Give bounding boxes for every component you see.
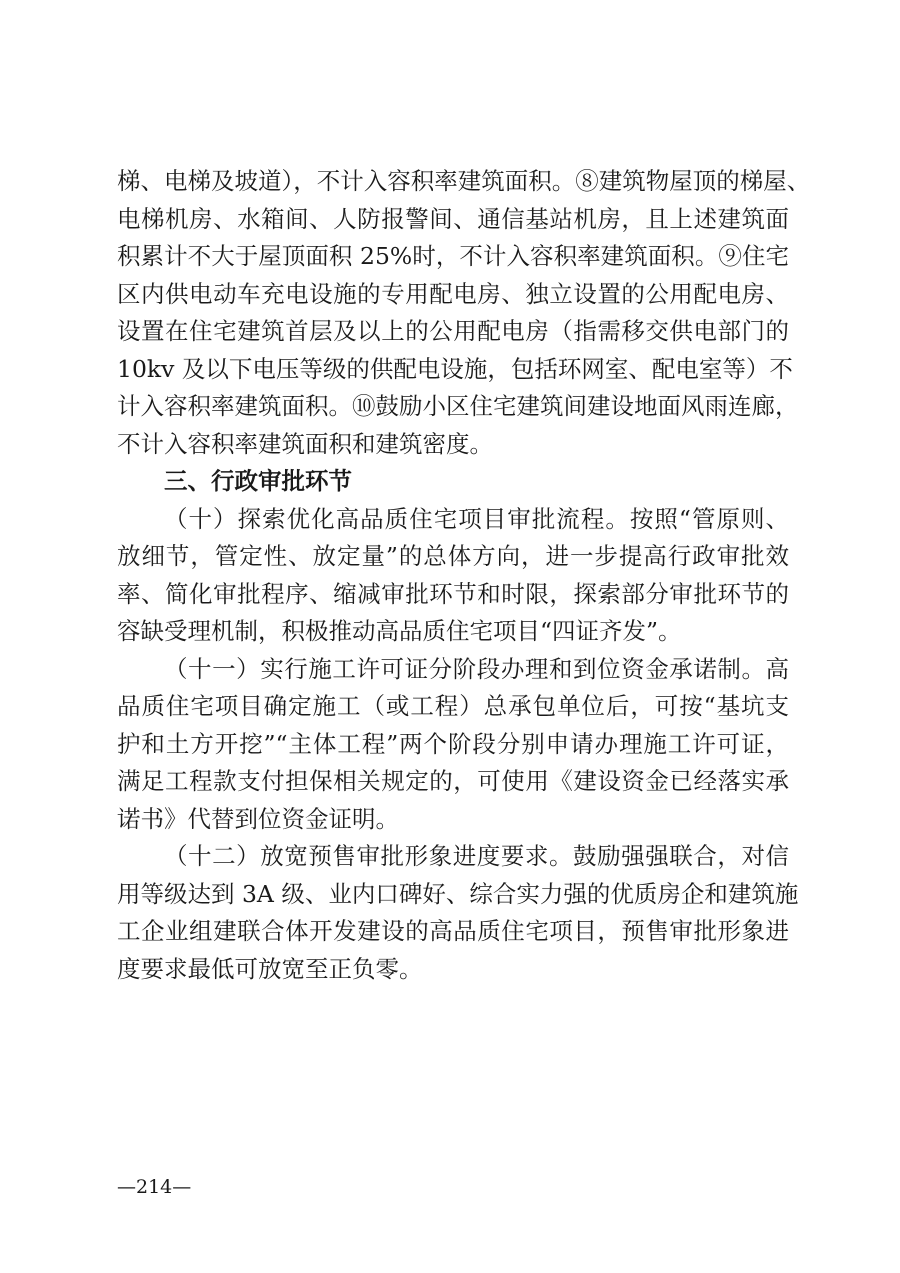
paragraph-12-line: 用等级达到 3A 级、业内口碑好、综合实力强的优质房企和建筑施 [117, 879, 799, 908]
paragraph-11-line: 满足工程款支付担保相关规定的，可使用《建设资金已经落实承 [117, 767, 789, 795]
paragraph-10-line: （十）探索优化高品质住宅项目审批流程。按照“管原则、 [164, 504, 789, 533]
paragraph-10-line: 率、简化审批程序、缩减审批环节和时限，探索部分审批环节的 [117, 579, 789, 608]
paragraph-12-line: （十二）放宽预售审批形象进度要求。鼓励强强联合，对信 [164, 842, 789, 870]
paragraph-12-line: 工企业组建联合体开发建设的高品质住宅项目，预售审批形象进 [117, 917, 789, 945]
paragraph-11-line: （十一）实行施工许可证分阶段办理和到位资金承诺制。高 [164, 654, 789, 683]
text-line: 电梯机房、水箱间、人防报警间、通信基站机房，且上述建筑面 [117, 204, 789, 233]
text-line: 10kv 及以下电压等级的供配电设施，包括环网室、配电室等）不 [117, 354, 793, 383]
paragraph-11-line: 护和土方开挖”“主体工程”两个阶段分别申请办理施工许可证， [117, 729, 789, 758]
page-number: —214— [117, 1176, 192, 1198]
document-body [117, 163, 811, 988]
paragraph-10-line: 放细节，管定性、放定量”的总体方向，进一步提高行政审批效 [117, 542, 789, 570]
text-line: 设置在住宅建筑首层及以上的公用配电房（指需移交供电部门的 [117, 317, 789, 345]
paragraph-10-line: 容缺受理机制，积极推动高品质住宅项目“四证齐发”。 [117, 617, 682, 645]
text-line: 不计入容积率建筑面积和建筑密度。 [117, 429, 493, 458]
text-line: 区内供电动车充电设施的专用配电房、独立设置的公用配电房、 [117, 279, 789, 308]
text-line: 积累计不大于屋顶面积 25%时，不计入容积率建筑面积。⑨住宅 [117, 242, 789, 270]
paragraph-12-line: 度要求最低可放宽至正负零。 [117, 954, 423, 983]
text-line: 梯、电梯及坡道），不计入容积率建筑面积。⑧建筑物屋顶的梯屋、 [117, 167, 811, 195]
section-heading: 三、行政审批环节 [164, 467, 352, 495]
text-line: 计入容积率建筑面积。⑩鼓励小区住宅建筑间建设地面风雨连廊， [117, 392, 799, 420]
paragraph-11-line: 品质住宅项目确定施工（或工程）总承包单位后，可按“基坑支 [117, 692, 789, 720]
paragraph-11-line: 诺书》代替到位资金证明。 [117, 804, 399, 833]
